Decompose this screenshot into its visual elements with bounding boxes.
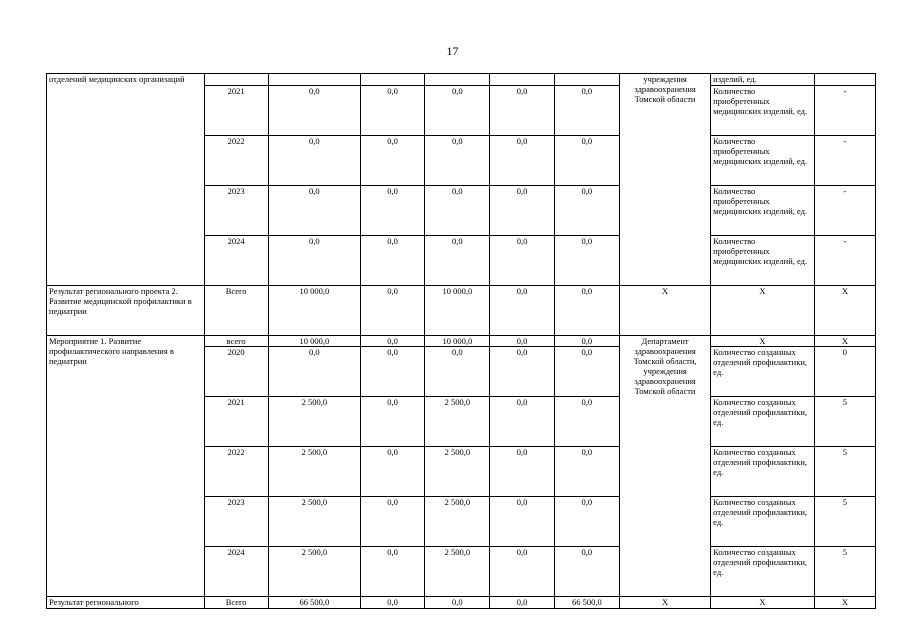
year-cell: 2022: [204, 136, 268, 186]
value-cell: 0,0: [490, 497, 554, 547]
value-cell: 0,0: [268, 136, 360, 186]
table-row: [47, 74, 876, 86]
value-cell: 10 000,0: [268, 286, 360, 336]
value-cell: 0,0: [554, 397, 619, 447]
indicator-value: [814, 74, 875, 86]
value-cell: 0,0: [490, 336, 554, 347]
year-cell: Всего: [204, 286, 268, 336]
value-cell: 0,0: [268, 347, 360, 397]
value-cell: 0,0: [554, 336, 619, 347]
value-cell: 0,0: [554, 136, 619, 186]
value-cell: 0,0: [268, 86, 360, 136]
year-cell: [204, 74, 268, 86]
program-table: [46, 73, 876, 609]
value-cell: 0,0: [490, 547, 554, 597]
indicator-name: X: [711, 597, 815, 609]
value-cell: [268, 74, 360, 86]
value-cell: 0,0: [425, 186, 490, 236]
year-cell: 2020: [204, 347, 268, 397]
indicator-name: изделий, ед.: [711, 74, 815, 86]
value-cell: 2 500,0: [425, 497, 490, 547]
value-cell: 0,0: [490, 447, 554, 497]
value-cell: 0,0: [360, 186, 424, 236]
value-cell: 0,0: [360, 336, 424, 347]
value-cell: 0,0: [490, 397, 554, 447]
value-cell: 0,0: [360, 286, 424, 336]
value-cell: 0,0: [554, 347, 619, 397]
value-cell: 0,0: [554, 547, 619, 597]
value-cell: 0,0: [360, 447, 424, 497]
indicator-value: 5: [814, 447, 875, 497]
table-row: [47, 286, 876, 336]
table-row: [47, 597, 876, 609]
indicator-value: -: [814, 136, 875, 186]
value-cell: 0,0: [360, 397, 424, 447]
executor-cell: X: [619, 597, 710, 609]
indicator-name: Количество созданных отделений профилактики, ед.: [711, 397, 815, 447]
executor-cell: учреждения здравоохранения Томской области: [619, 74, 710, 286]
year-cell: 2023: [204, 186, 268, 236]
value-cell: 0,0: [554, 497, 619, 547]
indicator-value: -: [814, 186, 875, 236]
indicator-name: Количество созданных отделений профилактики, ед.: [711, 447, 815, 497]
value-cell: 2 500,0: [425, 397, 490, 447]
indicator-value: 0: [814, 347, 875, 397]
value-cell: [490, 74, 554, 86]
activity-description: отделений медицинских организаций: [47, 74, 205, 286]
indicator-name: X: [711, 336, 815, 347]
indicator-value: X: [814, 286, 875, 336]
value-cell: 0,0: [360, 497, 424, 547]
value-cell: 0,0: [490, 86, 554, 136]
indicator-name: Количество созданных отделений профилактики, ед.: [711, 497, 815, 547]
value-cell: 2 500,0: [425, 447, 490, 497]
year-cell: всего: [204, 336, 268, 347]
indicator-value: -: [814, 86, 875, 136]
value-cell: 0,0: [268, 236, 360, 286]
year-cell: 2021: [204, 86, 268, 136]
value-cell: 0,0: [425, 136, 490, 186]
indicator-name: Количество приобретенных медицинских изделий, ед.: [711, 86, 815, 136]
value-cell: 2 500,0: [268, 397, 360, 447]
indicator-name: Количество приобретенных медицинских изделий, ед.: [711, 136, 815, 186]
value-cell: [360, 74, 424, 86]
indicator-value: 5: [814, 547, 875, 597]
value-cell: 2 500,0: [268, 447, 360, 497]
value-cell: 0,0: [360, 236, 424, 286]
value-cell: 0,0: [360, 597, 424, 609]
value-cell: 0,0: [425, 236, 490, 286]
indicator-value: -: [814, 236, 875, 286]
value-cell: 2 500,0: [268, 497, 360, 547]
year-cell: 2021: [204, 397, 268, 447]
year-cell: 2023: [204, 497, 268, 547]
executor-cell: X: [619, 286, 710, 336]
value-cell: 0,0: [554, 186, 619, 236]
indicator-name: X: [711, 286, 815, 336]
value-cell: 0,0: [268, 186, 360, 236]
indicator-value: X: [814, 336, 875, 347]
value-cell: 0,0: [490, 286, 554, 336]
value-cell: 0,0: [425, 86, 490, 136]
indicator-value: X: [814, 597, 875, 609]
activity-description: Мероприятие 1. Развитие профилактического направления в педиатрии: [47, 336, 205, 597]
page-number: 17: [446, 44, 459, 58]
value-cell: 66 500,0: [554, 597, 619, 609]
activity-description: Результат регионального: [47, 597, 205, 609]
year-cell: Всего: [204, 597, 268, 609]
table-row: [47, 336, 876, 347]
value-cell: 0,0: [554, 86, 619, 136]
value-cell: 0,0: [490, 597, 554, 609]
value-cell: 2 500,0: [268, 547, 360, 597]
indicator-name: Количество созданных отделений профилактики, ед.: [711, 347, 815, 397]
value-cell: 0,0: [490, 186, 554, 236]
value-cell: 10 000,0: [425, 336, 490, 347]
indicator-name: Количество приобретенных медицинских изделий, ед.: [711, 236, 815, 286]
value-cell: [554, 74, 619, 86]
value-cell: 10 000,0: [425, 286, 490, 336]
indicator-name: Количество приобретенных медицинских изделий, ед.: [711, 186, 815, 236]
indicator-value: 5: [814, 397, 875, 447]
year-cell: 2024: [204, 547, 268, 597]
value-cell: 0,0: [490, 136, 554, 186]
value-cell: 2 500,0: [425, 547, 490, 597]
value-cell: 0,0: [490, 347, 554, 397]
year-cell: 2024: [204, 236, 268, 286]
value-cell: 0,0: [360, 347, 424, 397]
value-cell: 0,0: [554, 447, 619, 497]
executor-cell: Департамент здравоохранения Томской области, учреждения здравоохранения Томской области: [619, 336, 710, 597]
value-cell: 66 500,0: [268, 597, 360, 609]
value-cell: 0,0: [360, 86, 424, 136]
value-cell: 0,0: [425, 597, 490, 609]
value-cell: [425, 74, 490, 86]
value-cell: 0,0: [554, 236, 619, 286]
indicator-value: 5: [814, 497, 875, 547]
value-cell: 0,0: [360, 547, 424, 597]
value-cell: 0,0: [490, 236, 554, 286]
value-cell: 10 000,0: [268, 336, 360, 347]
value-cell: 0,0: [554, 286, 619, 336]
value-cell: 0,0: [360, 136, 424, 186]
year-cell: 2022: [204, 447, 268, 497]
indicator-name: Количество созданных отделений профилактики, ед.: [711, 547, 815, 597]
activity-description: Результат регионального проекта 2. Развитие медицинской профилактики в педиатрии: [47, 286, 205, 336]
value-cell: 0,0: [425, 347, 490, 397]
